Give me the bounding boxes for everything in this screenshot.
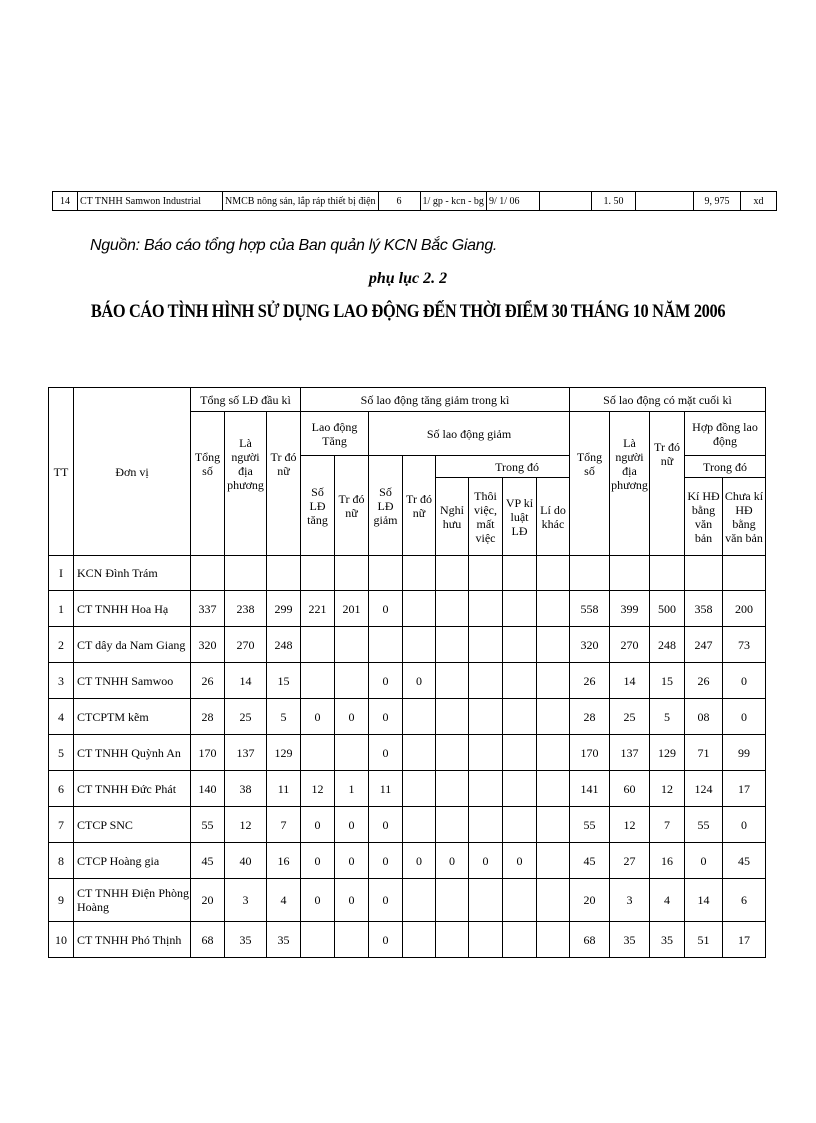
- header-tt: TT: [49, 388, 74, 556]
- table-row: [49, 735, 766, 771]
- row-value: 0: [301, 699, 335, 735]
- row-value: [469, 591, 503, 627]
- header-contract-group: Hợp đồng lao động: [685, 412, 766, 456]
- row-value: 55: [685, 807, 723, 843]
- row-value: 3: [225, 879, 267, 922]
- row-value: 99: [723, 735, 766, 771]
- row-value: 358: [685, 591, 723, 627]
- row-value: 71: [685, 735, 723, 771]
- row-value: 500: [650, 591, 685, 627]
- row-value: [436, 922, 469, 958]
- cell-date: 9/ 1/ 06: [486, 192, 539, 211]
- row-value: 12: [225, 807, 267, 843]
- row-value: [503, 735, 537, 771]
- cell-col4: 6: [378, 192, 420, 211]
- header-dec-female: Tr đó nữ: [403, 456, 436, 556]
- row-unit-name: CT TNHH Quỳnh An: [74, 735, 191, 771]
- row-value: 25: [225, 699, 267, 735]
- header-unit: Đơn vị: [74, 388, 191, 556]
- row-value: [335, 735, 369, 771]
- header-contract-of-which: Trong đó: [685, 456, 766, 478]
- row-unit-name: CTCP SNC: [74, 807, 191, 843]
- cell-no: 14: [53, 192, 78, 211]
- row-value: [403, 591, 436, 627]
- row-value: [301, 735, 335, 771]
- row-value: 12: [610, 807, 650, 843]
- row-unit-name: CT TNHH Phó Thịnh: [74, 922, 191, 958]
- row-value: 15: [650, 663, 685, 699]
- row-value: 26: [685, 663, 723, 699]
- row-value: 0: [301, 843, 335, 879]
- row-value: [436, 699, 469, 735]
- row-unit-name: CTCPTM kẽm: [74, 699, 191, 735]
- row-value: 0: [436, 843, 469, 879]
- cell-license: 1/ gp - kcn - bg: [420, 192, 486, 211]
- row-value: 137: [610, 735, 650, 771]
- row-value: 0: [301, 807, 335, 843]
- header-female: Tr đó nữ: [267, 412, 301, 556]
- row-value: 55: [570, 807, 610, 843]
- row-value: [469, 699, 503, 735]
- row-value: [403, 699, 436, 735]
- table-row: [49, 807, 766, 843]
- row-value: 0: [369, 807, 403, 843]
- cell-col8: 1. 50: [591, 192, 635, 211]
- source-note: Nguồn: Báo cáo tổng hợp của Ban quản lý KCN Bắc Giang.: [90, 237, 498, 254]
- row-value: 68: [570, 922, 610, 958]
- header-decrease-group: Số lao động giảm: [369, 412, 570, 456]
- cell-activity: NMCB nông sản, lắp ráp thiết bị điện: [223, 192, 379, 211]
- header-discipline: VP kỉ luật LĐ: [503, 478, 537, 556]
- row-no: 1: [49, 591, 74, 627]
- table-row: [49, 922, 766, 958]
- row-value: 0: [403, 843, 436, 879]
- row-no: 5: [49, 735, 74, 771]
- row-value: 45: [191, 843, 225, 879]
- row-value: [469, 735, 503, 771]
- row-value: [537, 807, 570, 843]
- row-value: [503, 922, 537, 958]
- row-value: 0: [335, 807, 369, 843]
- row-value: [469, 879, 503, 922]
- row-no: 4: [49, 699, 74, 735]
- header-dec-count: Số LĐ giảm: [369, 456, 403, 556]
- row-value: 0: [369, 735, 403, 771]
- row-value: [436, 591, 469, 627]
- header-end-group: Số lao động có mặt cuối kì: [570, 388, 766, 412]
- row-value: [537, 591, 570, 627]
- row-value: 129: [267, 735, 301, 771]
- row-value: [503, 663, 537, 699]
- row-value: 26: [570, 663, 610, 699]
- row-value: 0: [723, 807, 766, 843]
- row-value: [301, 663, 335, 699]
- row-value: 221: [301, 591, 335, 627]
- previous-table-fragment: [52, 191, 777, 211]
- row-value: 45: [723, 843, 766, 879]
- row-no: 8: [49, 843, 74, 879]
- row-value: 28: [191, 699, 225, 735]
- row-value: 17: [723, 922, 766, 958]
- row-value: 320: [570, 627, 610, 663]
- row-value: 28: [570, 699, 610, 735]
- row-value: [537, 699, 570, 735]
- row-value: 270: [225, 627, 267, 663]
- report-title: BÁO CÁO TÌNH HÌNH SỬ DỤNG LAO ĐỘNG ĐẾN THỜI ĐIỂM 30 THÁNG 10 NĂM 2006: [90, 301, 726, 322]
- row-value: [335, 627, 369, 663]
- header-signed: Kí HĐ bằng văn bản: [685, 478, 723, 556]
- row-value: 20: [191, 879, 225, 922]
- row-value: [403, 879, 436, 922]
- row-unit-name: CT TNHH Samwoo: [74, 663, 191, 699]
- row-value: [537, 735, 570, 771]
- row-value: [403, 771, 436, 807]
- row-value: 248: [267, 627, 301, 663]
- row-value: 124: [685, 771, 723, 807]
- header-retire: Nghỉ hưu: [436, 478, 469, 556]
- cell-col7: [539, 192, 591, 211]
- row-unit-name: CT TNHH Đức Phát: [74, 771, 191, 807]
- row-value: 35: [650, 922, 685, 958]
- row-value: [537, 627, 570, 663]
- row-value: 337: [191, 591, 225, 627]
- row-value: [537, 879, 570, 922]
- row-value: 0: [335, 879, 369, 922]
- row-value: 238: [225, 591, 267, 627]
- header-row: [49, 388, 766, 412]
- row-value: 68: [191, 922, 225, 958]
- row-value: 40: [225, 843, 267, 879]
- row-value: 15: [267, 663, 301, 699]
- row-value: 73: [723, 627, 766, 663]
- row-value: 137: [225, 735, 267, 771]
- row-value: [369, 627, 403, 663]
- row-value: 4: [650, 879, 685, 922]
- cell-company: CT TNHH Samwon Industrial: [78, 192, 223, 211]
- cell-col9: [635, 192, 693, 211]
- row-no: 6: [49, 771, 74, 807]
- row-value: 11: [369, 771, 403, 807]
- row-value: 7: [650, 807, 685, 843]
- row-value: 12: [650, 771, 685, 807]
- table-row: [49, 879, 766, 922]
- section-name: KCN Đình Trám: [74, 556, 191, 591]
- table-row: [49, 663, 766, 699]
- appendix-label: phụ lục 2. 2: [368, 270, 448, 287]
- row-value: 0: [723, 699, 766, 735]
- row-value: 0: [369, 879, 403, 922]
- row-value: 0: [723, 663, 766, 699]
- header-start-group: Tổng số LĐ đầu kì: [191, 388, 301, 412]
- row-value: 08: [685, 699, 723, 735]
- row-no: 7: [49, 807, 74, 843]
- row-value: [403, 807, 436, 843]
- row-value: 60: [610, 771, 650, 807]
- table-row: [49, 843, 766, 879]
- row-value: [436, 879, 469, 922]
- row-value: 16: [267, 843, 301, 879]
- row-value: 45: [570, 843, 610, 879]
- row-value: [537, 843, 570, 879]
- row-value: 26: [191, 663, 225, 699]
- row-value: [436, 807, 469, 843]
- header-end-total: Tổng số: [570, 412, 610, 556]
- row-value: 14: [685, 879, 723, 922]
- header-local: Là người địa phương: [225, 412, 267, 556]
- row-value: 55: [191, 807, 225, 843]
- row-value: [469, 807, 503, 843]
- row-value: 299: [267, 591, 301, 627]
- section-row: [49, 556, 766, 591]
- row-value: [503, 591, 537, 627]
- header-change-group: Số lao động tăng giảm trong kì: [301, 388, 570, 412]
- table-row: [49, 771, 766, 807]
- row-value: 248: [650, 627, 685, 663]
- row-value: 51: [685, 922, 723, 958]
- row-value: 0: [335, 843, 369, 879]
- row-value: 14: [610, 663, 650, 699]
- row-value: [403, 627, 436, 663]
- row-value: 16: [650, 843, 685, 879]
- row-value: [537, 663, 570, 699]
- row-value: [335, 663, 369, 699]
- header-inc-female: Tr đó nữ: [335, 456, 369, 556]
- row-value: [403, 735, 436, 771]
- row-value: [503, 627, 537, 663]
- header-of-which: Trong đó: [436, 456, 570, 478]
- row-value: 141: [570, 771, 610, 807]
- row-value: 0: [469, 843, 503, 879]
- row-value: [436, 771, 469, 807]
- header-end-local: Là người địa phương: [610, 412, 650, 556]
- header-increase-group: Lao động Tăng: [301, 412, 369, 456]
- section-no: I: [49, 556, 74, 591]
- row-value: 0: [503, 843, 537, 879]
- table-row: [49, 627, 766, 663]
- row-value: 27: [610, 843, 650, 879]
- row-value: 17: [723, 771, 766, 807]
- row-value: 129: [650, 735, 685, 771]
- row-value: [469, 771, 503, 807]
- row-value: 35: [610, 922, 650, 958]
- row-value: 170: [191, 735, 225, 771]
- row-value: 14: [225, 663, 267, 699]
- row-value: 20: [570, 879, 610, 922]
- row-no: 10: [49, 922, 74, 958]
- row-value: 201: [335, 591, 369, 627]
- row-value: 6: [723, 879, 766, 922]
- row-value: 5: [650, 699, 685, 735]
- row-value: 7: [267, 807, 301, 843]
- row-value: 35: [267, 922, 301, 958]
- row-value: [436, 663, 469, 699]
- row-value: [436, 735, 469, 771]
- row-value: [537, 771, 570, 807]
- row-value: [503, 771, 537, 807]
- row-value: 200: [723, 591, 766, 627]
- row-value: 35: [225, 922, 267, 958]
- row-value: [503, 879, 537, 922]
- table-row: [53, 192, 777, 211]
- header-inc-count: Số LĐ tăng: [301, 456, 335, 556]
- row-unit-name: CTCP Hoàng gia: [74, 843, 191, 879]
- row-value: [503, 807, 537, 843]
- row-value: 5: [267, 699, 301, 735]
- row-value: [403, 922, 436, 958]
- row-unit-name: CT TNHH Hoa Hạ: [74, 591, 191, 627]
- row-value: 0: [335, 699, 369, 735]
- row-value: 0: [369, 922, 403, 958]
- row-value: [469, 627, 503, 663]
- cell-col11: xd: [740, 192, 776, 211]
- row-value: 170: [570, 735, 610, 771]
- row-unit-name: CT dây da Nam Giang: [74, 627, 191, 663]
- row-value: 0: [369, 843, 403, 879]
- row-value: 399: [610, 591, 650, 627]
- table-row: [49, 699, 766, 735]
- labor-report-table: [48, 387, 766, 958]
- row-no: 9: [49, 879, 74, 922]
- row-value: 270: [610, 627, 650, 663]
- row-value: [436, 627, 469, 663]
- table-row: [49, 591, 766, 627]
- row-value: 1: [335, 771, 369, 807]
- header-total: Tổng số: [191, 412, 225, 556]
- row-value: 11: [267, 771, 301, 807]
- row-value: 38: [225, 771, 267, 807]
- row-value: 0: [369, 591, 403, 627]
- header-end-female: Tr đó nữ: [650, 412, 685, 556]
- row-unit-name: CT TNHH Điện Phòng Hoàng: [74, 879, 191, 922]
- row-value: [503, 699, 537, 735]
- row-no: 2: [49, 627, 74, 663]
- row-value: [469, 922, 503, 958]
- row-value: 0: [369, 663, 403, 699]
- row-value: 0: [301, 879, 335, 922]
- row-value: [301, 627, 335, 663]
- row-no: 3: [49, 663, 74, 699]
- row-value: 0: [685, 843, 723, 879]
- header-other: Lí do khác: [537, 478, 570, 556]
- row-value: 140: [191, 771, 225, 807]
- row-value: 0: [369, 699, 403, 735]
- cell-col10: 9, 975: [693, 192, 740, 211]
- header-unsigned: Chưa kí HĐ bằng văn bản: [723, 478, 766, 556]
- row-value: 558: [570, 591, 610, 627]
- row-value: 12: [301, 771, 335, 807]
- row-value: 25: [610, 699, 650, 735]
- header-quit: Thôi việc, mất việc: [469, 478, 503, 556]
- row-value: 0: [403, 663, 436, 699]
- row-value: 247: [685, 627, 723, 663]
- row-value: [335, 922, 369, 958]
- row-value: [537, 922, 570, 958]
- row-value: 3: [610, 879, 650, 922]
- row-value: [301, 922, 335, 958]
- row-value: 320: [191, 627, 225, 663]
- row-value: [469, 663, 503, 699]
- row-value: 4: [267, 879, 301, 922]
